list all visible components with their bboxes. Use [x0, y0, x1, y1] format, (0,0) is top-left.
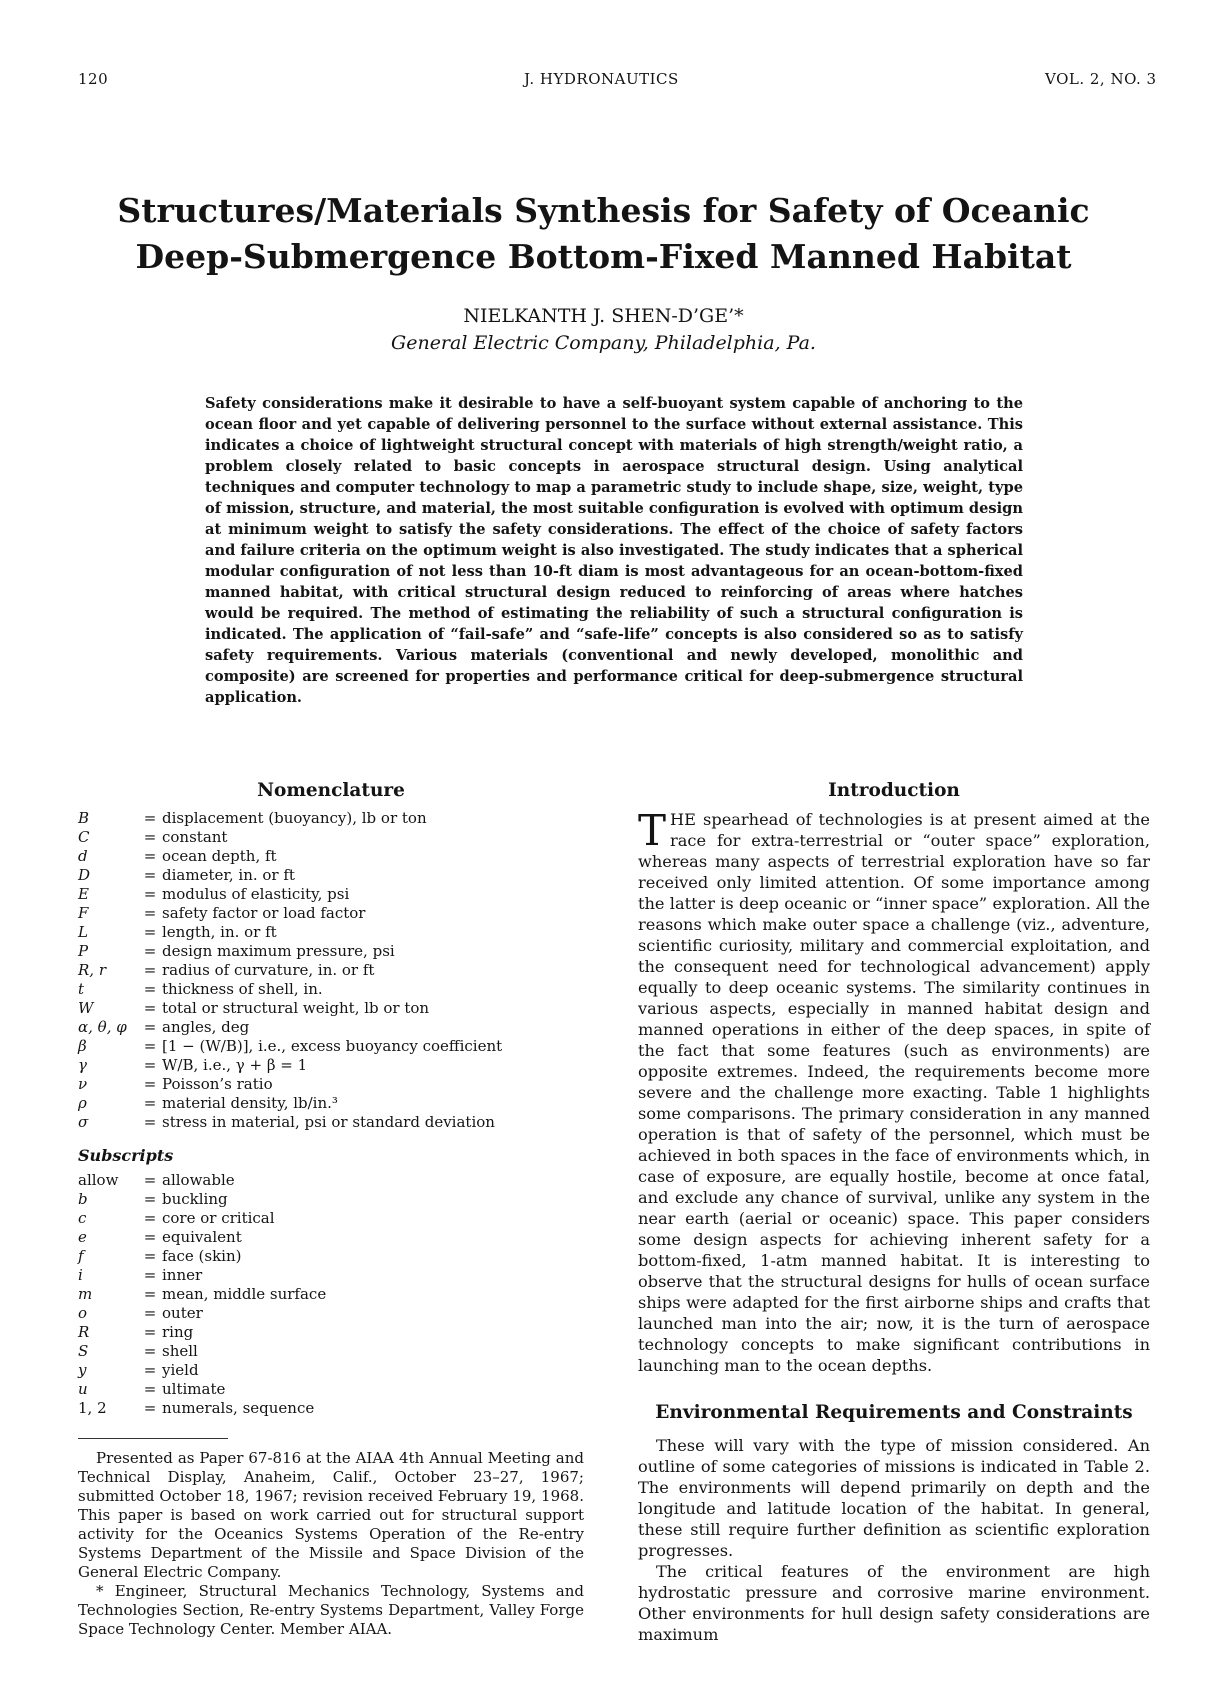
- symbol: σ: [78, 1113, 89, 1131]
- definition: mean, middle surface: [162, 1285, 327, 1303]
- definition: safety factor or load factor: [162, 904, 366, 922]
- abstract: Safety considerations make it desirable to have a self-buoyant system capable of anchoring to the ocean floor and yet capable of delivering personnel to the surface without external assistance. This indicates a choice of lightweight structural concept with materials of high strength/weight ratio, a problem closely related to basic concepts in aerospace structural design. Using analytical techniques and computer technology to map a parametric study to include shape, size, weight, type of mission, structure, and material, the most suitable configuration is evolved with optimum design at minimum weight to satisfy the safety considerations. The effect of the choice of safety factors and failure criteria on the optimum weight is also investigated. The study indicates that a spherical modular configuration of not less than 10-ft diam is most advantageous for an ocean-bottom-fixed manned habitat, with critical structural design reduced to reinforcing of areas where hatches would be required. The method of estimating the reliability of such a structural configuration is indicated. The application of “fail-safe” and “safe-life” concepts is also considered so as to satisfy safety requirements. Various materials (conventional and newly developed, monolithic and composite) are screened for properties and performance critical for deep-submergence structural application.: [205, 395, 1023, 706]
- definition-row: [78, 942, 502, 961]
- definition-row: [78, 1380, 326, 1399]
- definition: diameter, in. or ft: [162, 866, 295, 884]
- equals-sign: =: [143, 923, 157, 941]
- definition: core or critical: [162, 1209, 275, 1227]
- equals-sign: =: [143, 1209, 157, 1227]
- nomenclature-table: [78, 809, 502, 1132]
- symbol: W: [78, 999, 94, 1017]
- symbol: y: [78, 1361, 87, 1379]
- equals-sign: =: [143, 1190, 157, 1208]
- volume-issue: VOL. 2, NO. 3: [1045, 70, 1157, 88]
- definition: buckling: [162, 1190, 228, 1208]
- equals-sign: =: [143, 1037, 157, 1055]
- symbol: R: [78, 1323, 90, 1341]
- definition: material density, lb/in.³: [162, 1094, 338, 1112]
- definition: outer: [162, 1304, 203, 1322]
- equals-sign: =: [143, 866, 157, 884]
- definition-row: [78, 904, 502, 923]
- definition: design maximum pressure, psi: [162, 942, 395, 960]
- definition: displacement (buoyancy), lb or ton: [162, 809, 427, 827]
- paper-title: [90, 188, 1117, 280]
- symbol: F: [78, 904, 89, 922]
- definition: shell: [162, 1342, 198, 1360]
- equals-sign: =: [143, 1075, 157, 1093]
- symbol: E: [78, 885, 89, 903]
- definition: equivalent: [162, 1228, 242, 1246]
- symbol: β: [78, 1037, 87, 1055]
- definition-row: [78, 866, 502, 885]
- definition-row: [78, 809, 502, 828]
- footnote-divider: [78, 1438, 228, 1439]
- journal-name: J. HYDRONAUTICS: [524, 70, 679, 88]
- nomenclature-heading: Nomenclature: [257, 780, 405, 801]
- equals-sign: =: [143, 1056, 157, 1074]
- definition-row: [78, 1171, 326, 1190]
- definition: ultimate: [162, 1380, 226, 1398]
- definition-row: [78, 1228, 326, 1247]
- introduction-heading: Introduction: [828, 780, 960, 801]
- definition-row: [78, 1304, 326, 1323]
- definition: constant: [162, 828, 228, 846]
- definition: total or structural weight, lb or ton: [162, 999, 430, 1017]
- definition-row: [78, 961, 502, 980]
- equals-sign: =: [143, 1171, 157, 1189]
- equals-sign: =: [143, 1342, 157, 1360]
- equals-sign: =: [143, 1266, 157, 1284]
- right-column: [638, 780, 1150, 1645]
- definition-row: [78, 1075, 502, 1094]
- definition-row: [78, 999, 502, 1018]
- symbol: B: [78, 809, 90, 827]
- symbol: o: [78, 1304, 88, 1322]
- symbol: m: [78, 1285, 93, 1303]
- equals-sign: =: [143, 1380, 157, 1398]
- definition: angles, deg: [162, 1018, 250, 1036]
- definition-row: [78, 1037, 502, 1056]
- symbol: L: [78, 923, 88, 941]
- symbol: b: [78, 1190, 88, 1208]
- title-line-1: Structures/Materials Synthesis for Safety of Oceanic: [117, 191, 1090, 230]
- equals-sign: =: [143, 847, 157, 865]
- definition: face (skin): [162, 1247, 242, 1265]
- definition: numerals, sequence: [162, 1399, 315, 1417]
- symbol: i: [78, 1266, 83, 1284]
- equals-sign: =: [143, 942, 157, 960]
- symbol: P: [78, 942, 89, 960]
- introduction-body: HE spearhead of technologies is at present aimed at the race for extra-terrestrial or “outer space” exploration, whereas many aspects of terrestrial exploration have so far received only limited attention. Of some importance among the latter is deep oceanic or “inner space” exploration. All the reasons which make outer space a challenge (viz., adventure, scientific curiosity, military and commercial exploitation, and the consequent need for technological advancement) apply equally to deep oceanic systems. The similarity continues in various aspects, especially in manned habitat design and manned operations in either of the deep spaces, in spite of the fact that some features (such as environments) are opposite extremes. Indeed, the requirements become more severe and the challenge more exacting. Table 1 highlights some comparisons. The primary consideration in any manned operation is that of safety of the personnel, which must be achieved in both spaces in the face of environments which, in case of exposure, are equally hostile, become at once fatal, and exclude any chance of survival, unlike any system in the near earth (aerial or oceanic) space. This paper considers some design aspects for achieving inherent safety for a bottom-fixed, 1-atm manned habitat. It is interesting to observe that the structural designs for hulls of ocean surface ships were adapted for the first airborne ships and crafts that launched man into the air; now, it is the turn of aerospace technology concepts to make significant contributions in launching man to the ocean depths.: [638, 810, 1150, 1375]
- equals-sign: =: [143, 828, 157, 846]
- equals-sign: =: [143, 1113, 157, 1131]
- environmental-paragraph-1: These will vary with the type of mission considered. An outline of some categories of missions is indicated in Table 2. The environments will depend primarily on depth and the longitude and latitude location of the habitat. In general, these still require further definition as scientific exploration progresses.: [638, 1436, 1150, 1560]
- definition: W/B, i.e., γ + β = 1: [162, 1056, 308, 1074]
- definition-row: [78, 923, 502, 942]
- definition-row: [78, 1018, 502, 1037]
- definition-row: [78, 885, 502, 904]
- symbol: ρ: [78, 1094, 87, 1112]
- definition-row: [78, 847, 502, 866]
- definition-row: [78, 1342, 326, 1361]
- definition: radius of curvature, in. or ft: [162, 961, 375, 979]
- symbol: d: [78, 847, 88, 865]
- definition: [1 − (W/B)], i.e., excess buoyancy coefficient: [162, 1037, 503, 1055]
- author-affiliation: General Electric Company, Philadelphia, Pa.: [391, 332, 816, 354]
- environmental-paragraph-2: The critical features of the environment are high hydrostatic pressure and corrosive marine environment. Other environments for hull design safety considerations are maximum: [638, 1562, 1150, 1644]
- definition-row: [78, 1247, 326, 1266]
- subscripts-table: [78, 1171, 326, 1418]
- introduction-text: [638, 806, 1150, 1376]
- definition: ocean depth, ft: [162, 847, 277, 865]
- equals-sign: =: [143, 809, 157, 827]
- symbol: α, θ, φ: [78, 1018, 127, 1036]
- equals-sign: =: [143, 1361, 157, 1379]
- symbol: e: [78, 1228, 87, 1246]
- symbol: C: [78, 828, 90, 846]
- symbol: f: [78, 1247, 84, 1265]
- definition: thickness of shell, in.: [162, 980, 323, 998]
- definition-row: [78, 1399, 326, 1418]
- definition-row: [78, 1113, 502, 1132]
- footnote-presented: Presented as Paper 67-816 at the AIAA 4th Annual Meeting and Technical Display, Anaheim, Calif., October 23–27, 1967; submitted October 18, 1967; revision received February 19, 1968. This paper is based on work carried out for structural support activity for the Oceanics Systems Operation of the Re-entry Systems Department of the Missile and Space Division of the General Electric Company.: [78, 1449, 584, 1581]
- definition-row: [78, 1323, 326, 1342]
- definition: Poisson’s ratio: [162, 1075, 273, 1093]
- symbol: γ: [78, 1056, 87, 1074]
- definition-row: [78, 1190, 326, 1209]
- drop-cap: T: [638, 806, 667, 855]
- definition-row: [78, 980, 502, 999]
- definition: allowable: [162, 1171, 235, 1189]
- symbol: u: [78, 1380, 88, 1398]
- definition: yield: [162, 1361, 199, 1379]
- definition-row: [78, 1266, 326, 1285]
- definition-row: [78, 828, 502, 847]
- symbol: S: [78, 1342, 89, 1360]
- subscripts-heading: Subscripts: [78, 1146, 174, 1165]
- equals-sign: =: [143, 904, 157, 922]
- definition: inner: [162, 1266, 203, 1284]
- title-line-2: Deep-Submergence Bottom-Fixed Manned Habitat: [135, 237, 1072, 276]
- definition: length, in. or ft: [162, 923, 277, 941]
- equals-sign: =: [143, 885, 157, 903]
- symbol: ν: [78, 1075, 88, 1093]
- definition-row: [78, 1094, 502, 1113]
- definition: stress in material, psi or standard deviation: [162, 1113, 495, 1131]
- definition-row: [78, 1209, 326, 1228]
- equals-sign: =: [143, 999, 157, 1017]
- equals-sign: =: [143, 1323, 157, 1341]
- environmental-text: [638, 1435, 1150, 1645]
- definition-row: [78, 1285, 326, 1304]
- equals-sign: =: [143, 1228, 157, 1246]
- page-number: 120: [78, 70, 109, 88]
- equals-sign: =: [143, 1285, 157, 1303]
- symbol: 1, 2: [78, 1399, 107, 1417]
- symbol: allow: [78, 1171, 119, 1189]
- symbol: t: [78, 980, 85, 998]
- symbol: c: [78, 1209, 87, 1227]
- equals-sign: =: [143, 1399, 157, 1417]
- left-column: [78, 780, 584, 1639]
- symbol: R, r: [78, 961, 107, 979]
- equals-sign: =: [143, 1247, 157, 1265]
- definition-row: [78, 1056, 502, 1075]
- equals-sign: =: [143, 1304, 157, 1322]
- equals-sign: =: [143, 961, 157, 979]
- equals-sign: =: [143, 1094, 157, 1112]
- footnote-author: * Engineer, Structural Mechanics Technology, Systems and Technologies Section, Re-entry Systems Department, Valley Forge Space Technology Center. Member AIAA.: [78, 1582, 584, 1638]
- environmental-heading: Environmental Requirements and Constraints: [655, 1402, 1133, 1423]
- definition-row: [78, 1361, 326, 1380]
- symbol: D: [78, 866, 91, 884]
- equals-sign: =: [143, 1018, 157, 1036]
- definition: ring: [162, 1323, 194, 1341]
- equals-sign: =: [143, 980, 157, 998]
- author-name: NIELKANTH J. SHEN-D’GE’*: [463, 305, 744, 327]
- definition: modulus of elasticity, psi: [162, 885, 350, 903]
